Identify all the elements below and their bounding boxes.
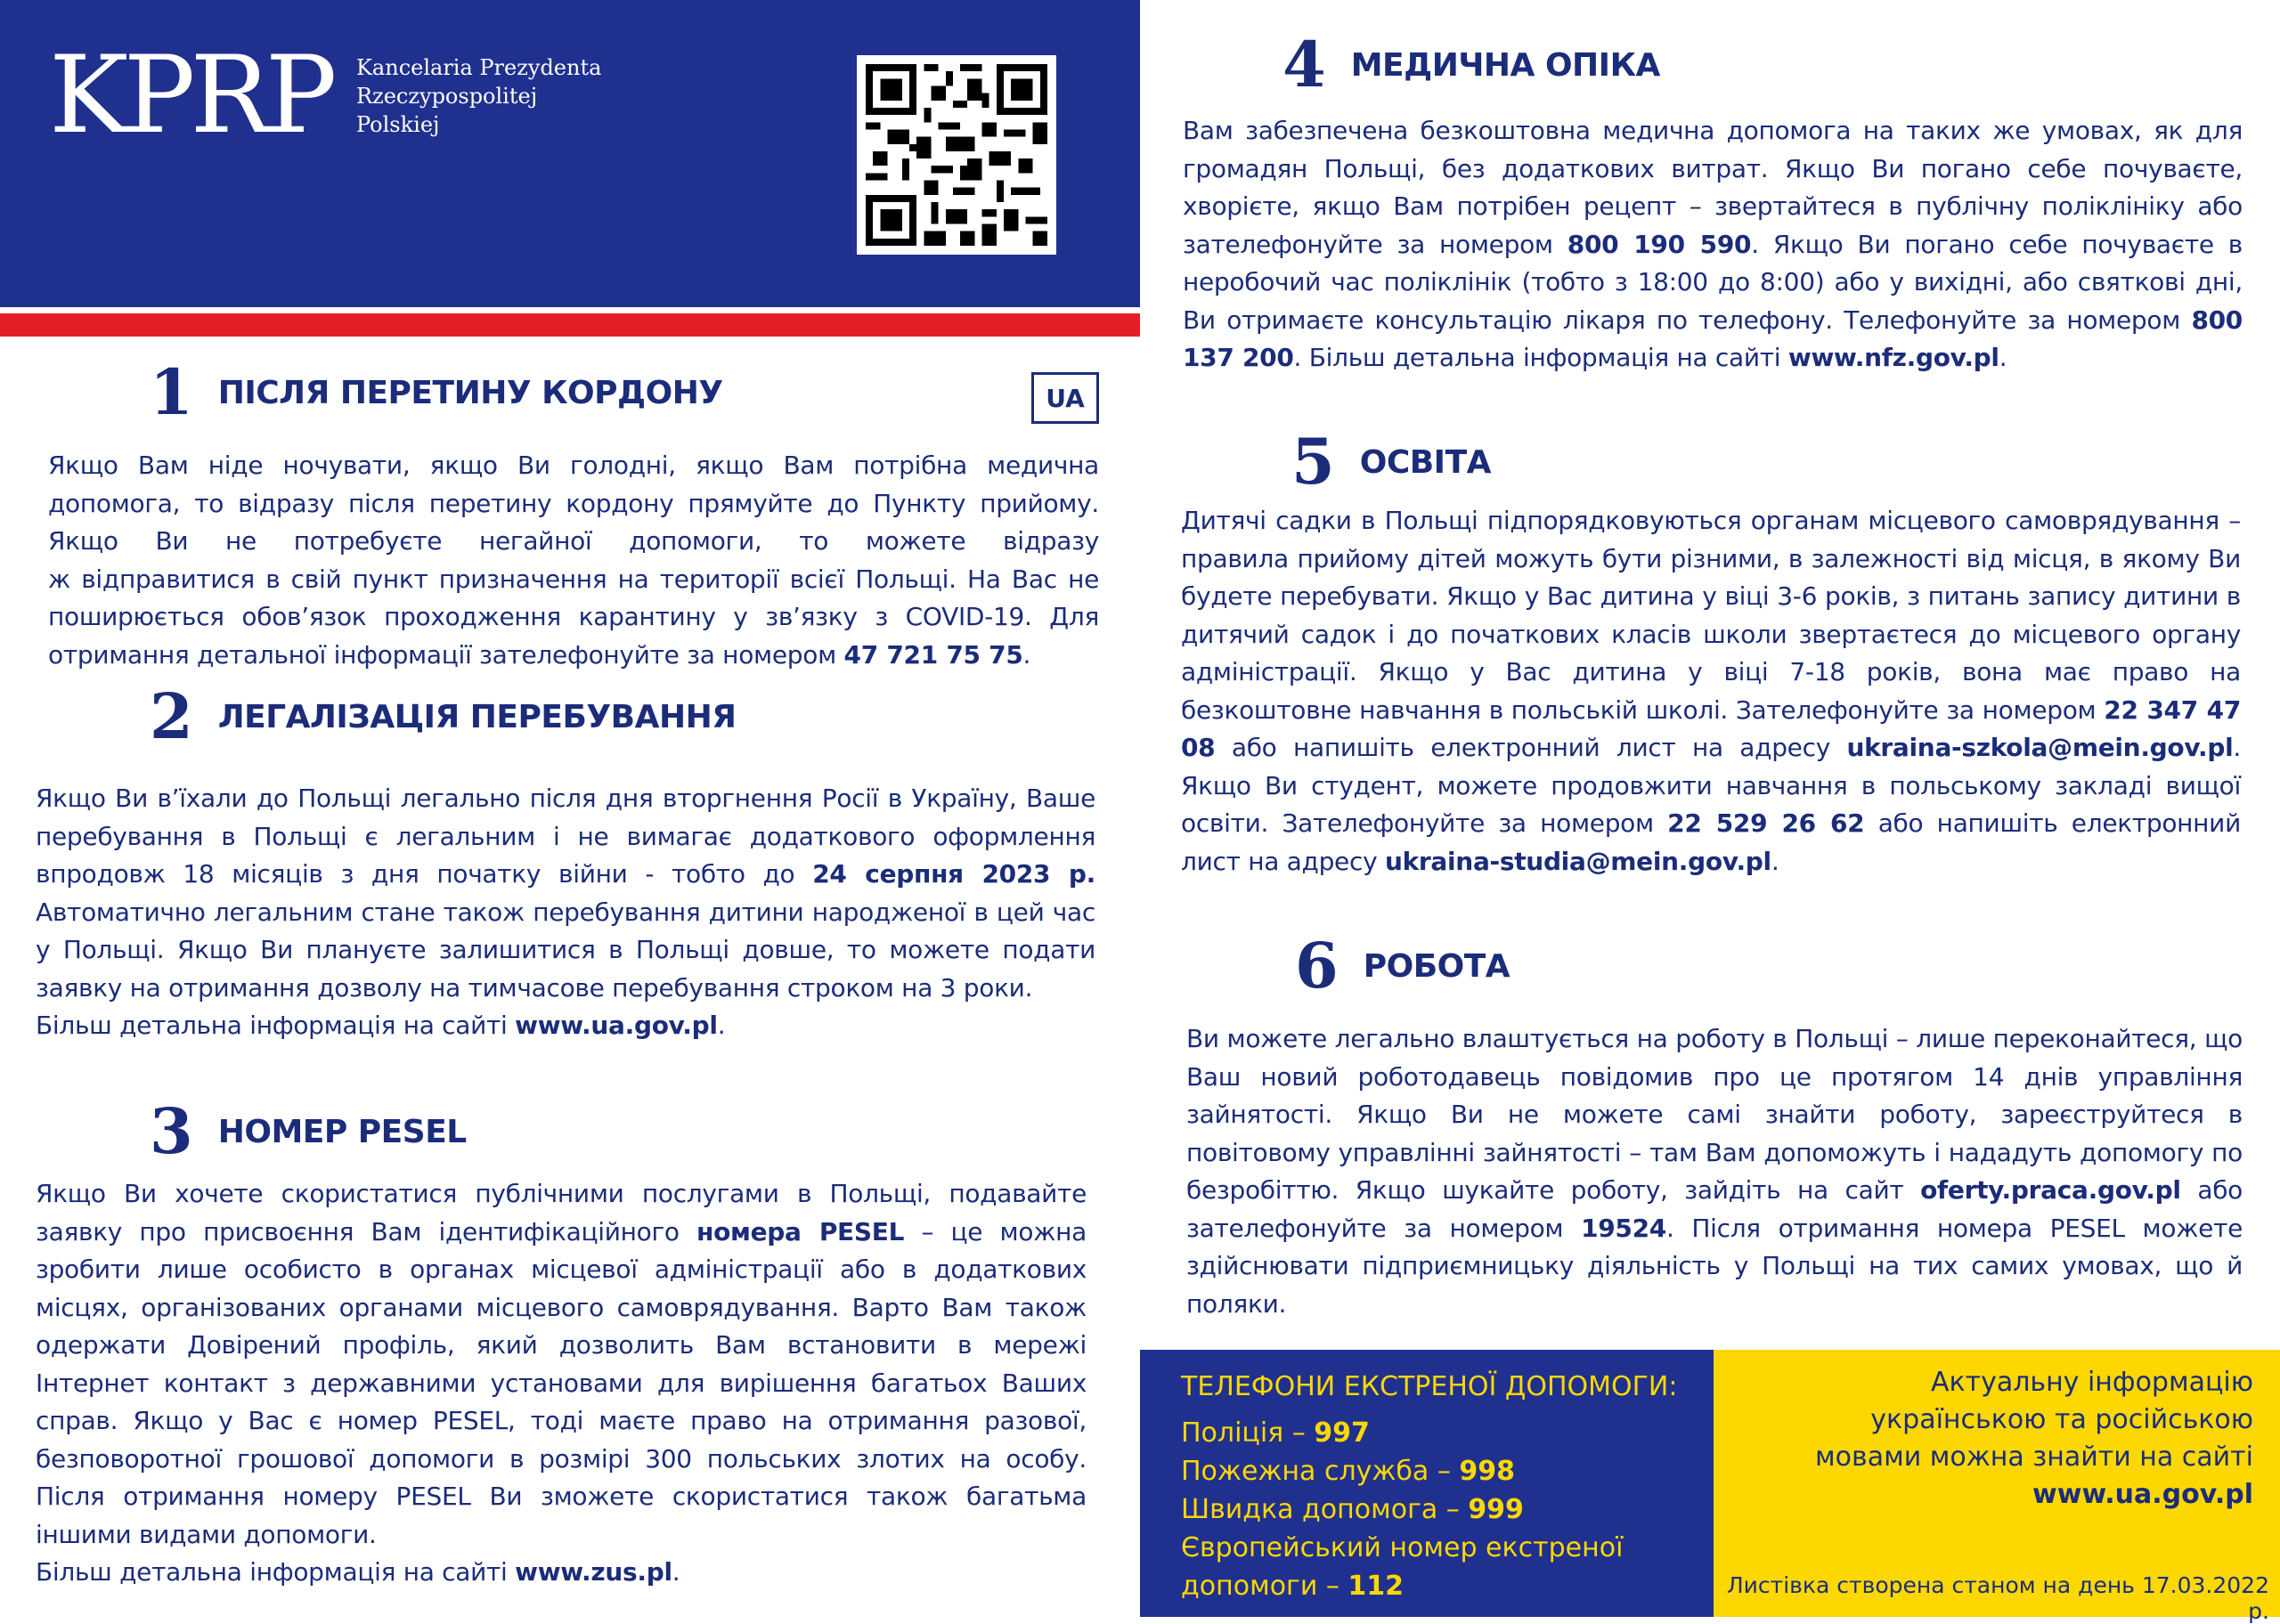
info-site-link[interactable]: www.ua.gov.pl [2032,1479,2253,1510]
more-info-label: Більш детальна інформація на сайті [36,1557,516,1587]
phone-number: 800 190 590 [1567,229,1752,259]
punct: . [1022,639,1031,670]
kprp-logo: KPRP [49,34,332,158]
paragraph: або зателефонуйте за номером [1186,1175,2243,1243]
deadline-date: 24 серпня 2023 р. [812,859,1095,889]
section-number: 2 [150,679,193,753]
emergency-label: Європейський номер екстреної допомоги – [1181,1532,1624,1602]
paragraph: . Якщо Ви погано себе почуваєте в неробочий час поліклінік (тобто з 18:00 до 8:00) або у вихідні, або святкові дні, Ви отримаєте консультацію лікаря по телефону. Телефонуйте за номером [1183,229,2243,335]
text-line: ж відправитися в свій пункт призначення на території всієї Польщі. На Вас не [48,564,1099,594]
punct: . [1999,343,2007,372]
section-number: 6 [1295,929,1339,1003]
phone-number: 47 721 75 75 [843,639,1023,670]
info-line: мовами можна знайти на сайті [1815,1441,2253,1473]
paragraph: Якщо Ви хочете скористатися публічними послугами в Польщі, подавайте заявку про присвоєння Вам ідентифікаційного [36,1179,1087,1246]
paragraph: . Більш детальна інформація на сайті [1293,343,1788,372]
site-link[interactable]: oferty.praca.gov.pl [1920,1175,2181,1205]
section-number: 3 [150,1094,193,1168]
emergency-number: 997 [1314,1417,1370,1449]
emergency-list [1181,1414,1698,1605]
section-title: ЛЕГАЛІЗАЦІЯ ПЕРЕБУВАННЯ [217,698,737,735]
section-5-heading [1291,425,1491,499]
text-line: поширюється обов’язок проходження карантину у зв’язку з COVID-19. Для [48,602,1099,631]
site-link[interactable]: www.zus.pl [515,1557,672,1587]
section-title: РОБОТА [1363,947,1510,985]
text-line: Якщо Вам ніде ночувати, якщо Ви голодні, якщо Вам потрібна медична [48,451,1099,480]
section-4-text [1183,112,2243,378]
section-5-text [1181,502,2241,881]
section-title: МЕДИЧНА ОПІКА [1350,46,1660,84]
language-badge: UA [1031,372,1099,424]
info-line: українською та російською [1870,1404,2253,1435]
site-link[interactable]: www.nfz.gov.pl [1787,343,1999,372]
chancellery-line: Rzeczypospolitej [356,84,538,109]
chancellery-name [356,53,659,139]
info-line: Актуальну інформацію [1930,1367,2253,1398]
emergency-number: 999 [1468,1494,1524,1525]
emergency-title: ТЕЛЕФОНИ ЕКСТРЕНОЇ ДОПОМОГИ: [1181,1371,1678,1402]
site-link[interactable]: www.ua.gov.pl [515,1011,718,1040]
emergency-label: Швидка допомога – [1181,1494,1469,1525]
paragraph: Вам забезпечена безкоштовна медична допомога на таких же умовах, як для громадян Польщі, без додаткових витрат. Якщо Ви погано себе почуваєте, хворієте, якщо Вам потрібен рецепт – звертайтеся в публічну поліклініку або зателефонуйте за номером [1183,116,2243,259]
paragraph: . Якщо Ви студент, можете продовжити навчання в польському закладі вищої освіти. Зателефонуйте за номером [1181,733,2241,838]
section-2-heading [150,679,737,753]
text-line: допомога, то відразу після перетину кордону прямуйте до Пункту прийому. [48,488,1099,518]
qr-code-icon [857,55,1056,255]
text-line: отримання детальної інформації зателефонуйте за номером [48,639,844,670]
emergency-number: 998 [1459,1456,1515,1487]
paragraph: Дитячі садки в Польщі підпорядковуються органам місцевого самоврядування – правила прийому дітей можуть бути різними, в залежності від місця, в якому Ви будете перебувати. Якщо у Вас дитина у віці 3-6 років, з питань запису дитини в дитячий садок і до початкових класів школи звертаєтеся до місцевого органу адміністрації. Якщо у Вас дитина у віці 7-18 років, вона має право на безкоштовне навчання в польській школі. Зателефонуйте за номером [1181,506,2241,725]
emergency-item [1181,1529,1644,1605]
chancellery-line: Kancelaria Prezydenta [356,55,602,80]
section-1-heading [150,355,723,429]
emergency-item [1181,1414,1698,1452]
section-title: ОСВІТА [1359,443,1491,481]
red-stripe [0,313,1140,337]
section-6-text [1186,1020,2243,1323]
email-link[interactable]: ukraina-studia@mein.gov.pl [1384,846,1771,876]
paragraph: – це можна зробити лише особисто в органах місцевої адміністрації або в додаткових місцях, організованих органами місцевого самоврядування. Варто Вам також одержати Довірений профіль, який дозволить Вам встановити в мережі Інтернет контакт з державними установами для вирішення багатьох Ваших справ. Якщо у Вас є номер PESEL, тоді маєте право на отримання разової, безповоротної грошової допомоги в розмірі 300 польських злотих на особу. Після отримання номеру PESEL Ви зможете скористатися також багатьма іншими видами допомоги. [36,1216,1087,1549]
section-number: 5 [1291,425,1335,499]
section-title: ПІСЛЯ ПЕРЕТИНУ КОРДОНУ [217,374,723,411]
text-line: Якщо Ви не потребуєте негайної допомоги, то можете відразу [48,526,1099,556]
section-number: 1 [150,355,193,429]
punct: . [717,1011,726,1040]
section-2-text [36,780,1095,1045]
info-text [1746,1364,2253,1514]
paragraph: або напишіть електронний лист на адресу [1181,808,2241,876]
paragraph: Ви можете легально влаштується на роботу в Польщі – лише переконайтеся, що Ваш новий роботодавець повідомив про це протягом 14 днів управління зайнятості. Якщо Ви не можете самі знайти роботу, зареєструйтеся в повітовому управлінні зайнятості – там Вам допоможуть і нададуть допомогу по безробіттю. Якщо шукайте роботу, зайдіть на сайт [1186,1024,2243,1205]
phone-number: 19524 [1581,1213,1666,1243]
paragraph: або напишіть електронний лист на адресу [1215,733,1847,762]
punct: . [672,1557,680,1587]
more-info-label: Більш детальна інформація на сайті [36,1011,516,1040]
section-number: 4 [1282,28,1326,102]
paragraph: Автоматично легальним стане також перебування дитини народженої в цей час у Польщі. Якщо Ви плануєте залишитися в Польщі довше, то можете подати заявку на отримання дозволу на тимчасове перебування строком на 3 роки. [36,897,1095,1003]
section-3-text [36,1175,1087,1592]
section-6-heading [1295,929,1510,1003]
emergency-label: Пожежна служба – [1181,1456,1460,1487]
chancellery-line: Polskiej [356,112,440,137]
emergency-number: 112 [1348,1571,1405,1602]
phone-number: 22 529 26 62 [1667,808,1865,838]
email-link[interactable]: ukraina-szkola@mein.gov.pl [1846,733,2234,762]
phone-number: 22 347 47 08 [1181,694,2241,762]
emergency-item [1181,1490,1698,1529]
section-1-text [48,447,1099,674]
pesel-term: номера PESEL [696,1216,905,1246]
section-4-heading [1282,28,1660,102]
section-3-heading [150,1094,467,1168]
section-title: НОМЕР PESEL [217,1113,467,1150]
phone-number: 800 137 200 [1183,304,2243,372]
punct: . [1771,846,1779,876]
emergency-label: Поліція – [1181,1417,1315,1449]
emergency-item [1181,1452,1698,1490]
paragraph: . Після отримання номера PESEL можете здійснювати підприємницьку діяльність у Польщі на тих самих умовах, що й поляки. [1186,1213,2243,1319]
created-date-note: Листівка створена станом на день 17.03.2022 р. [1726,1572,2269,1624]
paragraph: Якщо Ви в’їхали до Польщі легально після дня вторгнення Росії в Україну, Ваше перебування в Польщі є легальним і не вимагає додаткового оформлення впродовж 18 місяців з дня початку війни - тобто до [36,784,1095,889]
